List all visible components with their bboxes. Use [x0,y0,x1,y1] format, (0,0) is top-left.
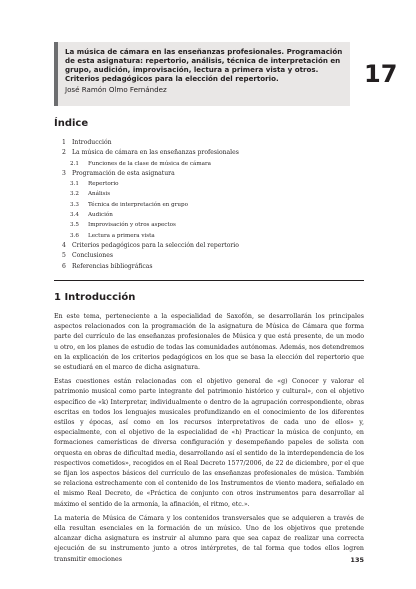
toc-item [54,262,354,272]
toc-item-number: 3.4 [70,212,79,219]
page-number: 135 [350,556,364,564]
toc-item-number: 3.5 [70,222,79,229]
toc-item-number: 3.1 [70,181,79,188]
toc-item-text: La música de cámara en las enseñanzas profesionales [72,149,239,157]
toc-item-text: Lectura a primera vista [88,232,155,239]
toc-item-text: Técnica de interpretación en grupo [88,201,188,208]
toc-item-text: Introducción [72,139,112,146]
toc-item [54,189,354,199]
toc-item [54,169,354,179]
toc-item [54,159,354,169]
toc-item-text: Referencias bibliográficas [72,262,153,270]
toc-item-text: Criterios pedagógicos para la selección del repertorio [72,241,239,249]
toc-item [54,148,354,158]
toc-item-text: Programación de esta asignatura [72,169,175,177]
toc-item [54,138,354,148]
toc-item-number: 1 [62,139,66,146]
toc-item-text: Improvisación y otros aspectos [88,222,176,229]
toc-item [54,200,354,210]
chapter-title: La música de cámara en las enseñanzas profesionales. Programación de esta asignatura: repertorio, análisis, técnica de interpretación en grupo, audición, improvisación, lectura a primera vista y otros. Criterios pedagógicos para la elección del repertorio. [65,47,343,83]
toc-item [54,231,354,241]
chapter-author: José Ramón Olmo Fernández [65,85,167,94]
toc-item-number: 3.2 [70,191,79,198]
toc-item-number: 5 [62,252,66,260]
toc-item-text: Conclusiones [72,252,113,260]
toc-item-number: 6 [62,262,66,270]
toc-item-text: Análisis [88,191,111,198]
table-of-contents [54,138,354,272]
toc-item-number: 3.6 [70,232,79,239]
toc-item [54,241,354,251]
body-paragraph: Estas cuestiones están relacionadas con el objetivo general de «g) Conocer y valorar el patrimonio musical como parte integrante del patrimonio histórico y cultural», con el objetivo específico de «k) Interpretar, individualmente o dentro de la agrupación correspondiente, obras escritas en todos los lenguajes musicales profundizando en el conocimiento de los diferentes estilos y épocas, así como en los recursos interpretativos de cada uno de ellos» y, especialmente, con el objetivo de la especialidad de «h) Practicar la música de conjunto, en formaciones camerísticas de diversa configuración y desempeñando papeles de solista con orquesta en obras de dificultad media, desarrollando así el sentido de la interdependencia de los respectivos cometidos», recogidos en el Real Decreto 1577/2006, de 22 de diciembre, por el que se fijan los aspectos básicos del currículo de las enseñanzas profesionales de música. También se relaciona estrechamente con el contenido de los Instrumentos de viento madera, señalado en el mismo Real Decreto, de «Práctica de conjunto con otros instrumentos para desarrollar al máximo el sentido de la armonía, la afinación, el ritmo, etc.». [54,378,364,508]
toc-item-number: 3 [62,169,66,177]
section-divider [54,280,364,281]
toc-item [54,179,354,189]
body-paragraph: La materia de Música de Cámara y los contenidos transversales que se adquieren a través de ella resultan esenciales en la formación de un músico. Uno de los objetivos que pretende alcanzar dicha asignatura es instruir al alumno para que sea capaz de realizar una correcta ejecución de su instrumento junto a otros intérpretes, de tal forma que todos ellos logren transmitir emociones [54,514,364,563]
toc-item-number: 4 [62,241,66,249]
toc-item [54,210,354,220]
toc-item [54,220,354,230]
toc-heading: Índice [54,118,89,129]
toc-item-number: 3.3 [70,201,79,208]
section-heading: 1 Introducción [54,292,136,303]
toc-item-text: Funciones de la clase de música de cámara [88,160,211,167]
toc-item-number: 2.1 [70,160,79,167]
section-body [54,312,364,569]
chapter-header [54,42,350,106]
toc-item [54,251,354,261]
toc-item-number: 2 [62,149,66,157]
chapter-number: 17 [364,60,398,88]
toc-item-text: Repertorio [88,181,119,188]
toc-item-text: Audición [88,212,113,219]
body-paragraph: En este tema, perteneciente a la especialidad de Saxofón, se desarrollarán los principales aspectos relacionados con la programación de la asignatura de Música de Cámara que forma parte del currículo de las enseñanzas profesionales de Música y que está presente, de un modo u otro, en los planes de estudio de todas las comunidades autónomas. Además, nos detendremos en la explicación de los criterios pedagógicos en los que se basa la elección del repertorio que se estudiará en el marco de dicha asignatura. [54,313,364,372]
